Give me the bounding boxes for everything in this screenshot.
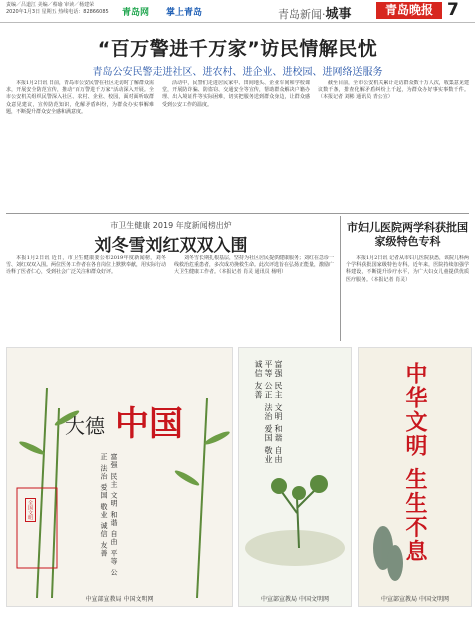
main-subhead: 青岛公安民警走进社区、进农村、进企业、进校园、进网络送服务 bbox=[92, 67, 383, 78]
story3-col bbox=[346, 255, 469, 340]
psa1-seal: 全国文明 bbox=[25, 498, 36, 522]
psa1-title: 大德 bbox=[65, 414, 105, 438]
psa1-values-text: 富强 民主 文明 和谐 自由 平等 公正 法治 爱国 敬业 诚信 友善 bbox=[100, 453, 118, 577]
story3-headline: 市妇儿医院两学科获批国家级特色专科 bbox=[347, 221, 468, 248]
psa2-footer: 中宣部宣教局 中国文明网 bbox=[261, 596, 329, 603]
psa2-values-text: 富强 民主 文明 和谐 自由 平等 公正 法治 爱国 敬业 诚信 友善 bbox=[254, 360, 283, 465]
story2-col-1 bbox=[6, 255, 166, 340]
story2-text-2: 刘冬雪长期扎根基层，坚持为社区居民提供健康服务；刘红在急诊一线救治危重患者，多次成功挽救生命。此次评选旨在弘扬正能量，激励广大卫生健康工作者。（本报记者 肖灵 通讯员 杨明） bbox=[174, 255, 334, 276]
column-divider bbox=[340, 216, 341, 341]
main-story-text-2: 活动中，民警们走进居民家中、田间地头、企业车间和学校课堂，开展防诈骗、防盗窃、交通安全等宣传，帮助群众解决户籍办理、出入境证件等实际困难，切实把服务送到群众身边，让群众感受到公安工作的温度。 bbox=[162, 80, 310, 108]
psa3-footer: 中宣部宣教局 中国文明网 bbox=[381, 596, 449, 603]
edition-line-2: 2020年1月3日 星期五 热线电话：82866085 bbox=[6, 9, 109, 15]
main-headline: “百万警进千万家”访民情解民忧 bbox=[97, 38, 378, 60]
main-story-col-3 bbox=[318, 80, 469, 208]
story2-text-1: 本报1月2日讯 近日，市卫生健康委公布2019年度新闻榜，刘冬雪、刘红双双入围。两位医务工作者在各自岗位上默默奉献，用实际行动诠释了医者仁心，受到社会广泛关注和群众好评。 bbox=[6, 255, 166, 276]
divider bbox=[6, 213, 469, 214]
story3-text: 本报1月2日讯 记者从市妇儿医院获悉，该院儿科两个学科获批国家级特色专科。近年来，医院持续加强学科建设，不断提升诊疗水平，为广大妇女儿童提供优质医疗服务。（本报记者 肖灵） bbox=[346, 255, 469, 283]
psa1-big-text: 中国 bbox=[115, 404, 183, 444]
edition-info bbox=[6, 2, 109, 16]
psa1-footer: 中宣部宣教局 中国文明网 bbox=[85, 596, 154, 603]
main-story-col-2 bbox=[162, 80, 310, 208]
palm-qingdao-logo: 掌上青岛 bbox=[166, 8, 203, 18]
psa-poster-2 bbox=[238, 347, 352, 607]
story2-col-2 bbox=[174, 255, 334, 340]
psa-poster-3 bbox=[358, 347, 472, 607]
main-story-text-1: 本报1月2日讯 日前，青岛市公安民警在社区走访时了解群众需求，开展安全防范宣传，推动“百万警进千万家”活动深入开展。全市公安机关组织民警深入社区、农村、企业、校园，面对面听取群众意见建议，宣传防范知识，化解矛盾纠纷，为群众办实事解难题，不断提升群众安全感和满意度。 bbox=[6, 80, 154, 115]
psa-poster-1 bbox=[6, 347, 233, 607]
section-prefix: 青岛新闻· bbox=[278, 8, 326, 21]
psa3-slogan: 中华文明 生生不息 bbox=[402, 362, 427, 564]
page-header bbox=[0, 0, 475, 23]
main-story-text-3: 截至目前，全市公安机关累计走访群众数十万人次，收集意见建议数千条，排查化解矛盾纠纷上千起，为群众办好事实事数千件。（本报记者 刘彬 通讯员 青公宣） bbox=[318, 80, 469, 101]
qingdao-net-logo: 青岛网 bbox=[122, 8, 150, 18]
masthead: 青岛晚报 bbox=[376, 2, 442, 19]
page-number: 7 bbox=[447, 0, 459, 20]
story2-headline: 刘冬雪刘红双双入围 bbox=[94, 236, 248, 256]
section-name: 城事 bbox=[325, 7, 352, 22]
story2-lead: 市卫生健康 2019 年度新闻榜出炉 bbox=[110, 221, 232, 230]
bamboo-illustration bbox=[7, 348, 232, 606]
section-title bbox=[278, 3, 352, 22]
main-story-col-1 bbox=[6, 80, 154, 208]
edition-line-1: 责编／吕道江 美编／蔡瑜 审读／杨建荣 bbox=[6, 2, 95, 8]
